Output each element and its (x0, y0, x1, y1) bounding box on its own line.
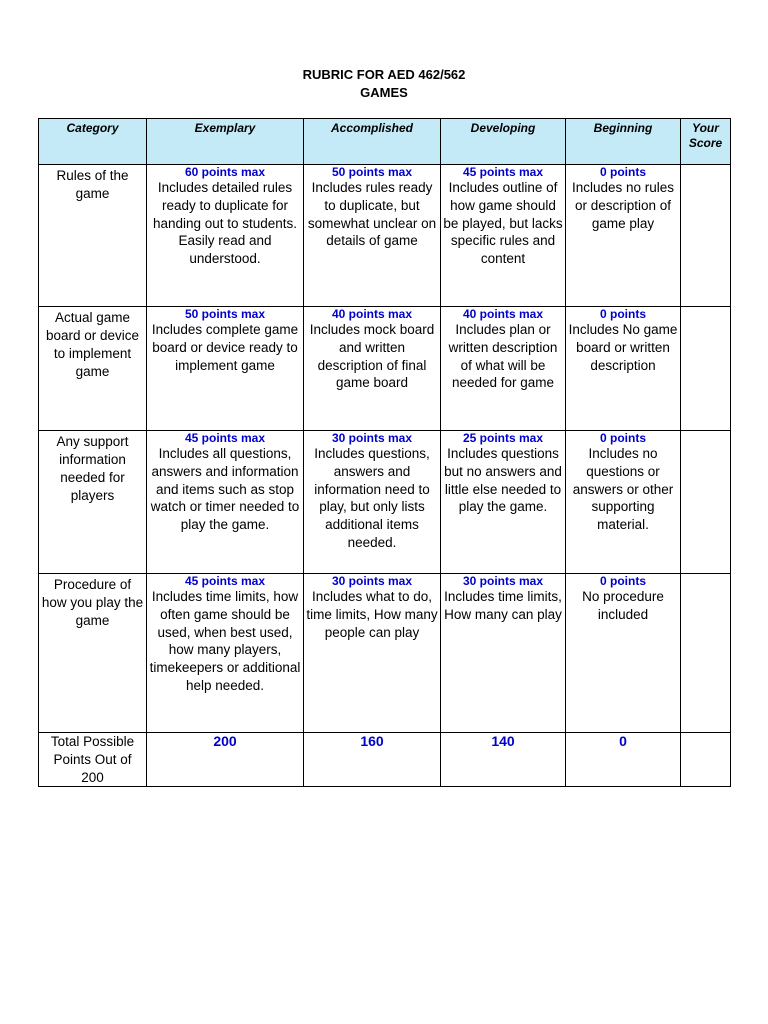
rubric-cell (304, 307, 441, 431)
document-title (0, 66, 768, 102)
rubric-cell (566, 574, 681, 733)
total-exemplary: 200 (147, 733, 304, 787)
cell-description: Includes what to do, time limits, How many people can play (306, 589, 438, 640)
rubric-cell (304, 574, 441, 733)
cell-description: Includes plan or written description of what will be needed for game (448, 322, 558, 391)
points-label: 50 points max (331, 165, 413, 179)
header-accomplished: Accomplished (304, 119, 441, 165)
cell-description: Includes time limits, how often game should be used, when best used, how many players, timekeepers or additional help needed. (149, 589, 301, 693)
cell-description: Includes all questions, answers and information and items such as stop watch or timer needed to play the game. (150, 446, 300, 533)
rubric-cell (147, 431, 304, 574)
total-row (39, 733, 731, 787)
score-cell[interactable] (681, 307, 731, 431)
rubric-cell (566, 165, 681, 307)
header-developing: Developing (441, 119, 566, 165)
table-row (39, 165, 731, 307)
cell-description: No procedure included (582, 589, 664, 622)
total-category: Total Possible Points Out of 200 (39, 733, 147, 787)
points-label: 0 points (599, 574, 646, 588)
points-label: 30 points max (331, 574, 413, 588)
table-row (39, 574, 731, 733)
rubric-cell (304, 165, 441, 307)
points-label: 40 points max (462, 307, 544, 321)
cell-description: Includes outline of how game should be played, but lacks specific rules and content (443, 180, 563, 267)
rubric-cell (441, 307, 566, 431)
cell-description: Includes mock board and written description of final game board (309, 322, 435, 391)
rubric-cell (566, 307, 681, 431)
row-category: Any support information needed for players (39, 431, 147, 574)
total-beginning: 0 (566, 733, 681, 787)
rubric-cell (147, 574, 304, 733)
points-label: 25 points max (462, 431, 544, 445)
header-category: Category (39, 119, 147, 165)
rubric-cell (566, 431, 681, 574)
header-exemplary: Exemplary (147, 119, 304, 165)
points-label: 60 points max (184, 165, 266, 179)
points-label: 0 points (599, 307, 646, 321)
rubric-cell (304, 431, 441, 574)
rubric-cell (147, 307, 304, 431)
header-beginning: Beginning (566, 119, 681, 165)
score-cell[interactable] (681, 574, 731, 733)
rubric-cell (147, 165, 304, 307)
cell-description: Includes No game board or written description (568, 322, 678, 373)
cell-description: Includes questions, answers and information need to play, but only lists additional items needed. (314, 446, 430, 550)
cell-description: Includes no questions or answers or other supporting material. (572, 446, 674, 533)
rubric-cell (441, 431, 566, 574)
points-label: 45 points max (184, 431, 266, 445)
cell-description: Includes complete game board or device ready to implement game (151, 322, 299, 373)
header-row (39, 119, 731, 165)
title-line-1: RUBRIC FOR AED 462/562 (302, 67, 466, 82)
points-label: 0 points (599, 165, 646, 179)
rubric-cell (441, 165, 566, 307)
points-label: 30 points max (462, 574, 544, 588)
score-cell[interactable] (681, 431, 731, 574)
points-label: 40 points max (331, 307, 413, 321)
points-label: 30 points max (331, 431, 413, 445)
points-label: 45 points max (184, 574, 266, 588)
title-line-2: GAMES (360, 85, 408, 100)
cell-description: Includes rules ready to duplicate, but somewhat unclear on details of game (307, 180, 437, 249)
table-row (39, 431, 731, 574)
header-your-score: Your Score (681, 119, 731, 165)
rubric-table (38, 118, 731, 787)
table-row (39, 307, 731, 431)
total-developing: 140 (441, 733, 566, 787)
total-accomplished: 160 (304, 733, 441, 787)
row-category: Rules of the game (39, 165, 147, 307)
cell-description: Includes time limits, How many can play (444, 589, 562, 622)
points-label: 0 points (599, 431, 646, 445)
rubric-cell (441, 574, 566, 733)
cell-description: Includes no rules or description of game play (571, 180, 675, 231)
points-label: 45 points max (462, 165, 544, 179)
row-category: Actual game board or device to implement game (39, 307, 147, 431)
row-category: Procedure of how you play the game (39, 574, 147, 733)
cell-description: Includes detailed rules ready to duplicate for handing out to students. Easily read and understood. (152, 180, 298, 267)
cell-description: Includes questions but no answers and little else needed to play the game. (444, 446, 562, 515)
points-label: 50 points max (184, 307, 266, 321)
total-score-cell[interactable] (681, 733, 731, 787)
score-cell[interactable] (681, 165, 731, 307)
